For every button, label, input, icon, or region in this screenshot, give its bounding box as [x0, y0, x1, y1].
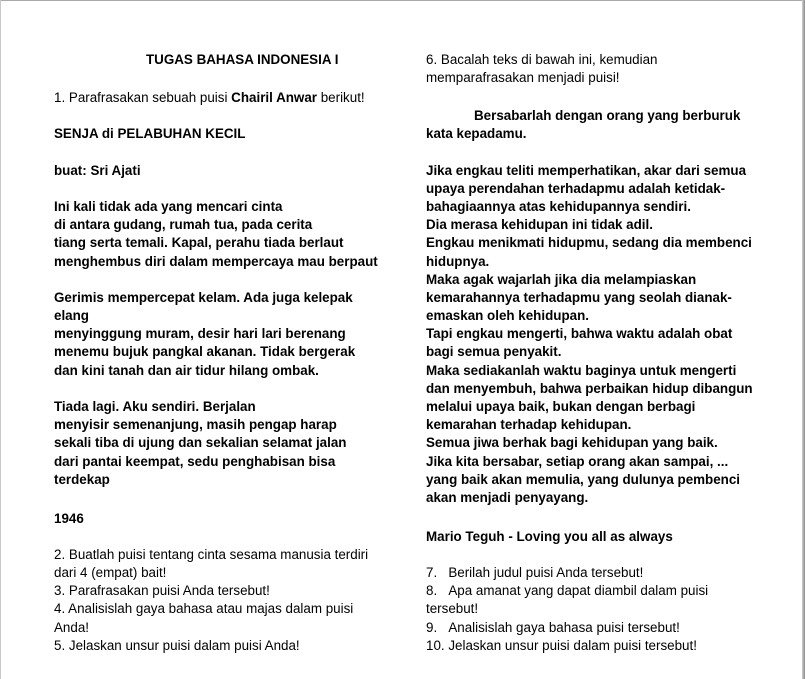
question-5: 5. Jelaskan unsur puisi dalam puisi Anda! [54, 638, 300, 653]
question-6: 6. Bacalah teks di bawah ini, kemudian [426, 52, 658, 67]
poem-line: sekali tiba di ujung dan sekalian selamat jalan [54, 435, 347, 450]
page-left-edge [0, 0, 1, 679]
passage-line: dan menyembuh, bahwa perbaikan hidup dibangun [426, 381, 753, 396]
poem-dedication: buat: Sri Ajati [54, 163, 141, 178]
question-7: 7. Berilah judul puisi Anda tersebut! [426, 565, 644, 580]
passage-line: kemarahannya terhadapmu yang seolah dianak- [426, 290, 732, 305]
poem-line: menyinggung muram, desir hari lari berenang [54, 326, 346, 341]
question-10: 10. Jelaskan unsur puisi dalam puisi tersebut! [426, 638, 697, 653]
passage-line: Jika kita bersabar, setiap orang akan sampai, ... [426, 454, 729, 469]
question-1-author: Chairil Anwar [231, 90, 317, 105]
question-8: 8. Apa amanat yang dapat diambil dalam puisi [426, 583, 709, 598]
question-3: 3. Parafrasakan puisi Anda tersebut! [54, 583, 270, 598]
passage-line: yang baik akan memulia, yang dulunya pembenci [426, 472, 741, 487]
poem-line: dari pantai keempat, sedu penghabisan bisa [54, 454, 336, 469]
question-6-cont: memparafrasakan menjadi puisi! [426, 70, 620, 85]
poem-line: dan kini tanah dan air tidur hilang ombak. [54, 363, 319, 378]
passage-line: upaya perendahan terhadapmu adalah ketidak- [426, 181, 726, 196]
passage-line: Maka agak wajarlah jika dia melampiaskan [426, 272, 697, 287]
question-9: 9. Analisislah gaya bahasa puisi tersebut! [426, 620, 680, 635]
question-4-cont: Anda! [54, 620, 89, 635]
poem-line: Ini kali tidak ada yang mencari cinta [54, 199, 283, 214]
passage-line: hidupnya. [426, 254, 490, 269]
passage-line: kemarahan terhadap kehidupan. [426, 417, 632, 432]
passage-line: Tapi engkau mengerti, bahwa waktu adalah obat [426, 326, 733, 341]
poem-line: terdekap [54, 472, 110, 487]
page-top-edge [0, 0, 805, 1]
motto-heading: Bersabarlah dengan orang yang berburuk [474, 108, 741, 123]
poem-line: tiang serta temali. Kapal, perahu tiada berlaut [54, 235, 344, 250]
question-2: 2. Buatlah puisi tentang cinta sesama manusia terdiri [54, 547, 369, 562]
passage-line: bahagiaannya atas kehidupannya sendiri. [426, 199, 691, 214]
poem-line: Tiada lagi. Aku sendiri. Berjalan [54, 399, 256, 414]
passage-line: Semua jiwa berhak bagi kehidupan yang baik. [426, 435, 718, 450]
passage-line: Engkau menikmati hidupmu, sedang dia membenci [426, 235, 752, 250]
passage-line: bagi semua penyakit. [426, 344, 562, 359]
passage-line: Jika engkau teliti memperhatikan, akar dari semua [426, 163, 747, 178]
passage-line: Dia merasa kehidupan ini tidak adil. [426, 217, 653, 232]
poem-line: menyisir semenanjung, masih pengap harap [54, 417, 337, 432]
passage-line: Maka sediakanlah waktu baginya untuk mengerti [426, 363, 737, 378]
poem-year: 1946 [54, 511, 84, 526]
passage-line: melalui upaya baik, bukan dengan berbagi [426, 399, 696, 414]
poem-title: SENJA di PELABUHAN KECIL [54, 126, 246, 141]
passage-line: emaskan oleh kehidupan. [426, 308, 589, 323]
poem-line: di antara gudang, rumah tua, pada cerita [54, 217, 313, 232]
poem-line: elang [54, 308, 89, 323]
question-8-cont: tersebut! [426, 601, 479, 616]
document-title: TUGAS BAHASA INDONESIA I [146, 52, 339, 67]
question-2-cont: dari 4 (empat) bait! [54, 565, 167, 580]
motto-heading-cont: kata kepadamu. [426, 126, 527, 141]
question-4: 4. Analisislah gaya bahasa atau majas dalam puisi [54, 601, 354, 616]
passage-signature: Mario Teguh - Loving you all as always [426, 529, 673, 544]
poem-line: menemu bujuk pangkal akanan. Tidak bergerak [54, 344, 356, 359]
question-1-suffix: berikut! [317, 90, 365, 105]
question-1 [54, 89, 365, 107]
passage-line: akan menjadi penyayang. [426, 490, 589, 505]
poem-line: Gerimis mempercepat kelam. Ada juga kelepak [54, 290, 353, 305]
question-1-prefix: 1. Parafrasakan sebuah puisi [54, 90, 232, 105]
poem-line: menghembus diri dalam mempercaya mau berpaut [54, 254, 378, 269]
